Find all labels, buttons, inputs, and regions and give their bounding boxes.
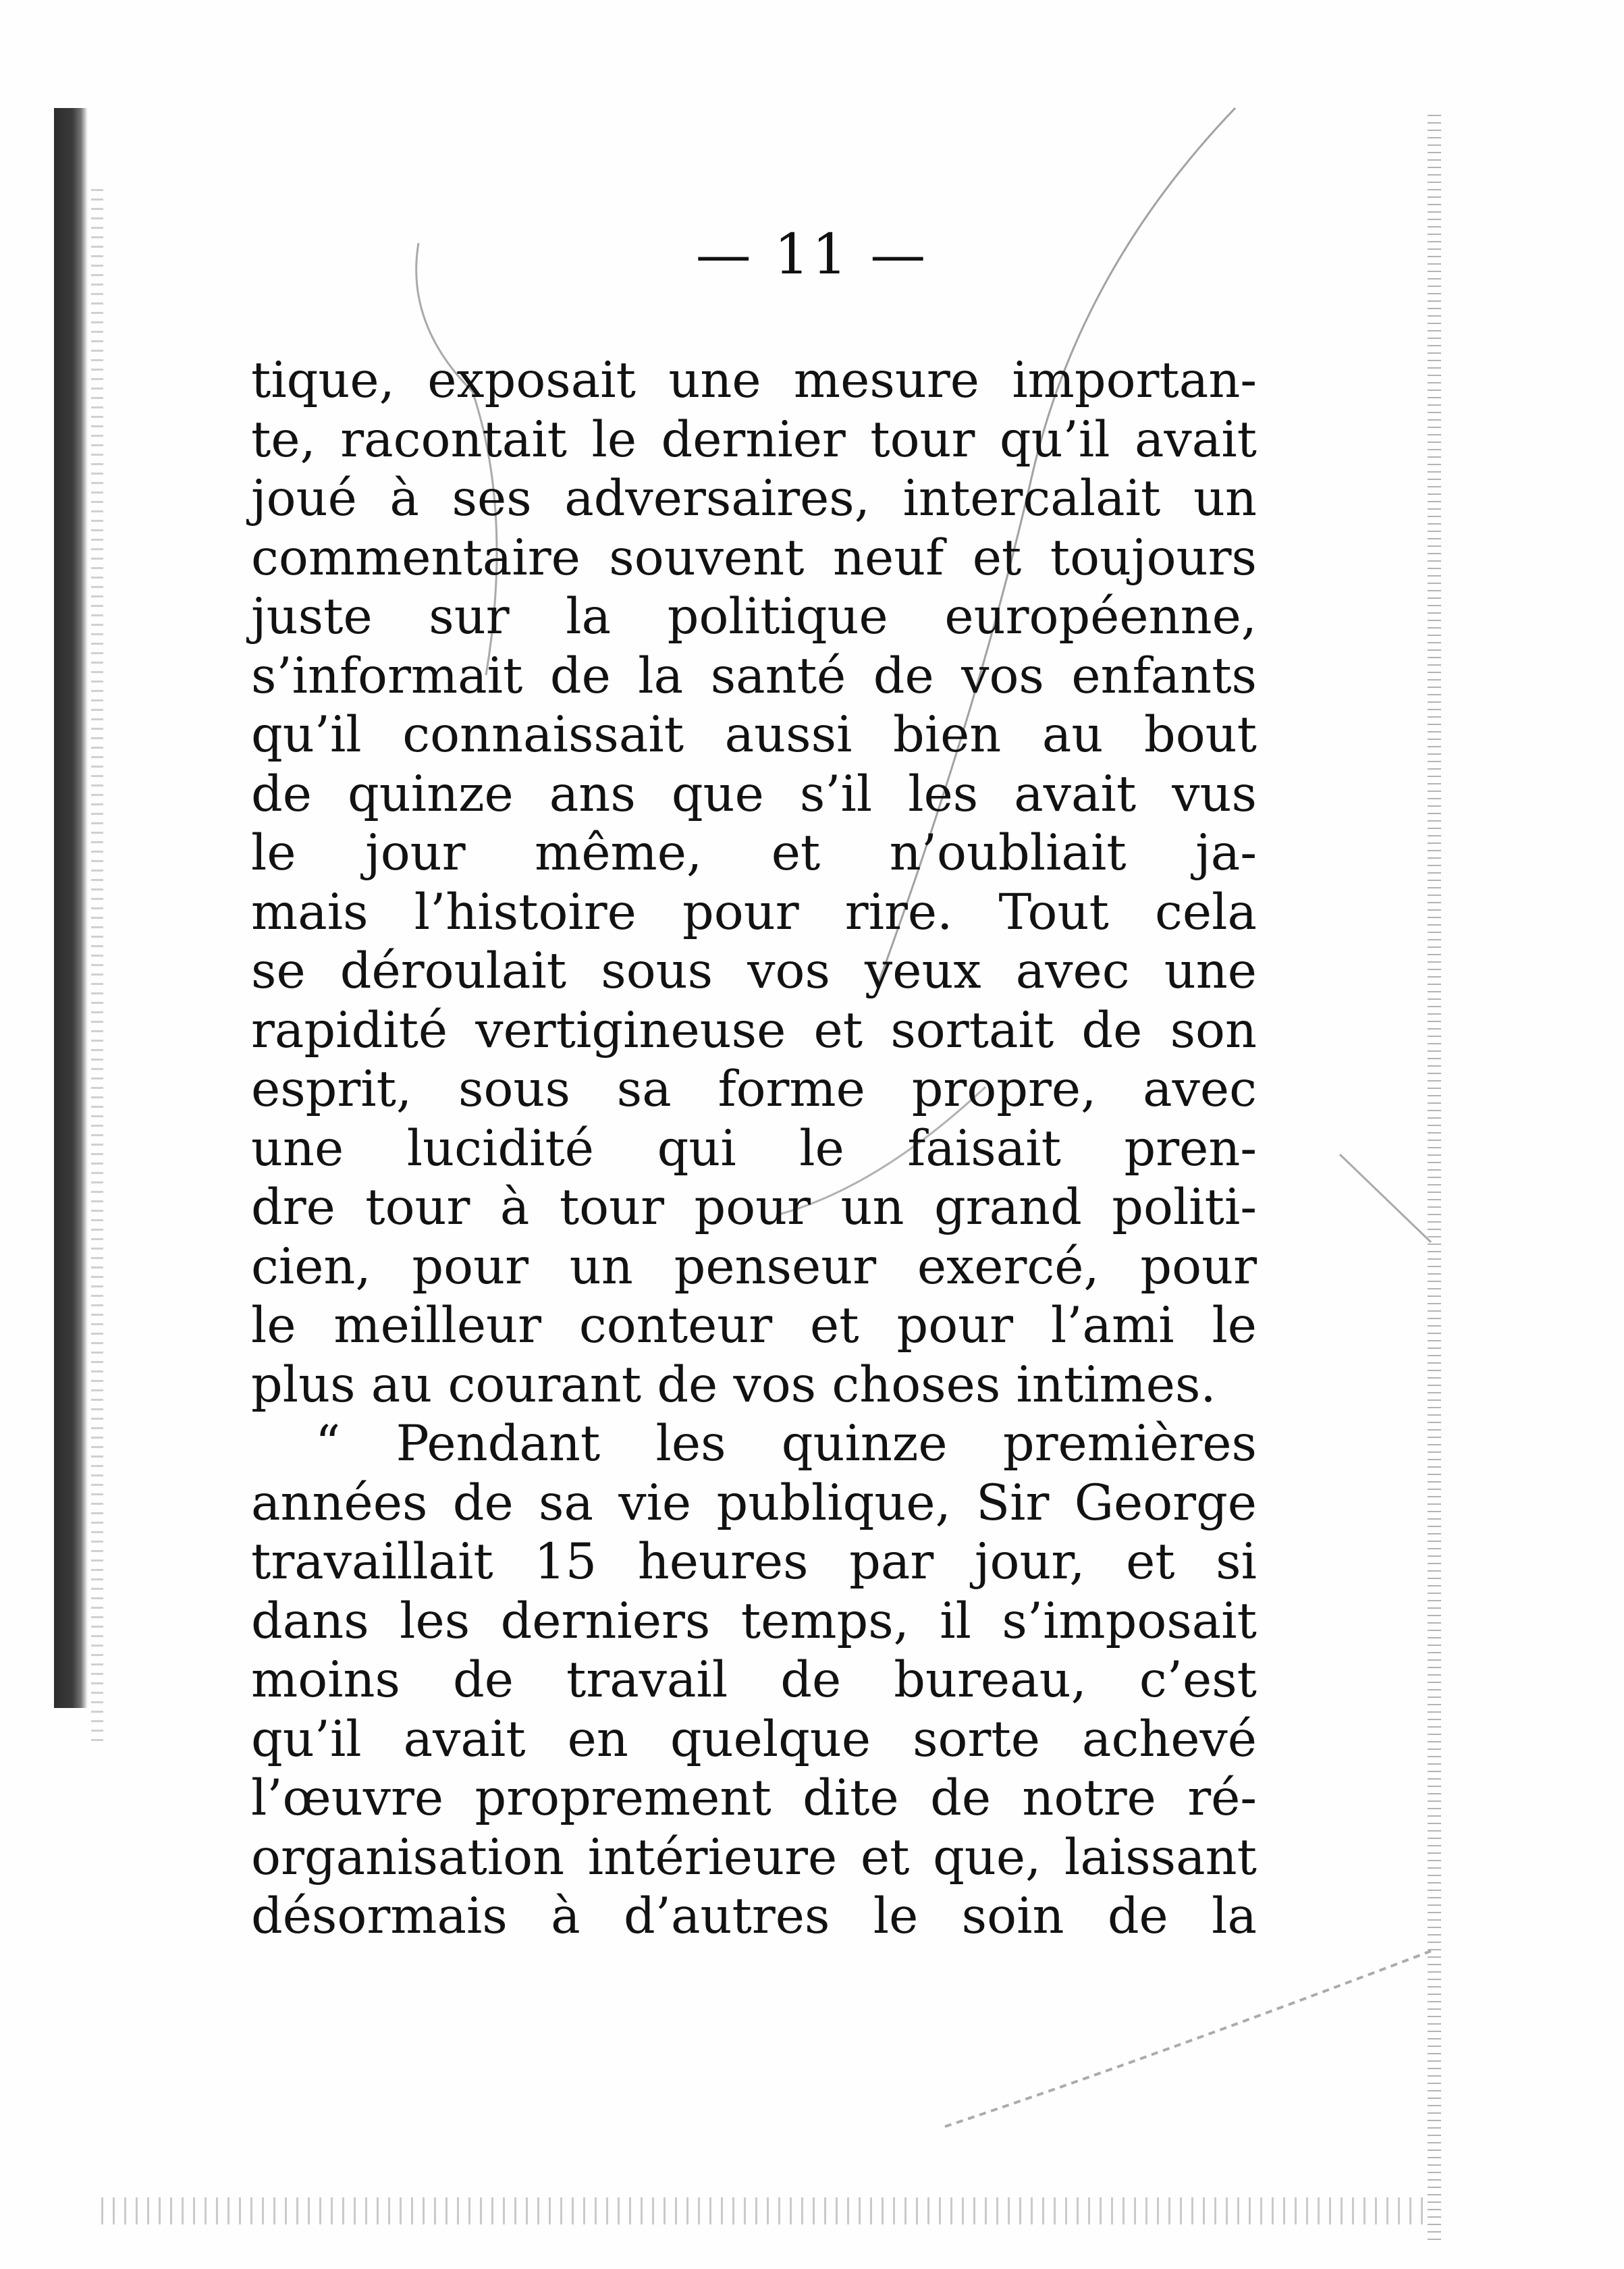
text-line: mais l’histoire pour rire. Tout cela [251, 883, 1257, 941]
text-line: années de sa vie publique, Sir George [251, 1474, 1257, 1532]
text-line: s’informait de la santé de vos enfants [251, 647, 1257, 705]
text-line: rapidité vertigineuse et sortait de son [251, 1001, 1257, 1059]
text-line: cien, pour un penseur exercé, pour [251, 1237, 1257, 1296]
text-line: te, racontait le dernier tour qu’il avait [251, 410, 1257, 469]
text-line: se déroulait sous vos yeux avec une [251, 942, 1257, 1000]
text-line: “ Pendant les quinze premières [315, 1415, 1257, 1472]
text-line: une lucidité qui le faisait pren- [251, 1119, 1257, 1177]
page-number: — 11 — [695, 223, 929, 287]
text-line: de quinze ans que s’il les avait vus [251, 765, 1257, 823]
body-text [251, 351, 1257, 1946]
text-line: joué à ses adversaires, intercalait un [251, 470, 1257, 527]
text-line: juste sur la politique européenne, [251, 588, 1257, 645]
text-line: moins de travail de bureau, c’est [251, 1651, 1257, 1709]
text-line: plus au courant de vos choses intimes. [251, 1356, 1216, 1414]
text-line: désormais à d’autres le soin de la [251, 1888, 1257, 1945]
text-line: qu’il connaissait aussi bien au bout [251, 706, 1257, 764]
text-line: travaillait 15 heures par jour, et si [251, 1533, 1257, 1591]
pencil-stroke-right [1340, 1154, 1431, 1242]
text-line: dans les derniers temps, il s’imposait [251, 1592, 1257, 1650]
text-line: tique, exposait une mesure importan- [251, 352, 1257, 409]
paragraph [251, 351, 1257, 1414]
text-line: le meilleur conteur et pour l’ami le [251, 1297, 1257, 1354]
text-line: l’œuvre proprement dite de notre ré- [251, 1769, 1257, 1827]
text-line: commentaire souvent neuf et toujours [251, 529, 1257, 587]
text-line: le jour même, et n’oubliait ja- [251, 824, 1257, 882]
text-line: qu’il avait en quelque sorte achevé [251, 1710, 1257, 1768]
paragraph [251, 1414, 1257, 1946]
pencil-stroke-bottom [945, 1951, 1431, 2127]
text-line: organisation intérieure et que, laissant [251, 1828, 1257, 1886]
text-line: esprit, sous sa forme propre, avec [251, 1061, 1257, 1118]
text-line: dre tour à tour pour un grand politi- [251, 1179, 1257, 1236]
